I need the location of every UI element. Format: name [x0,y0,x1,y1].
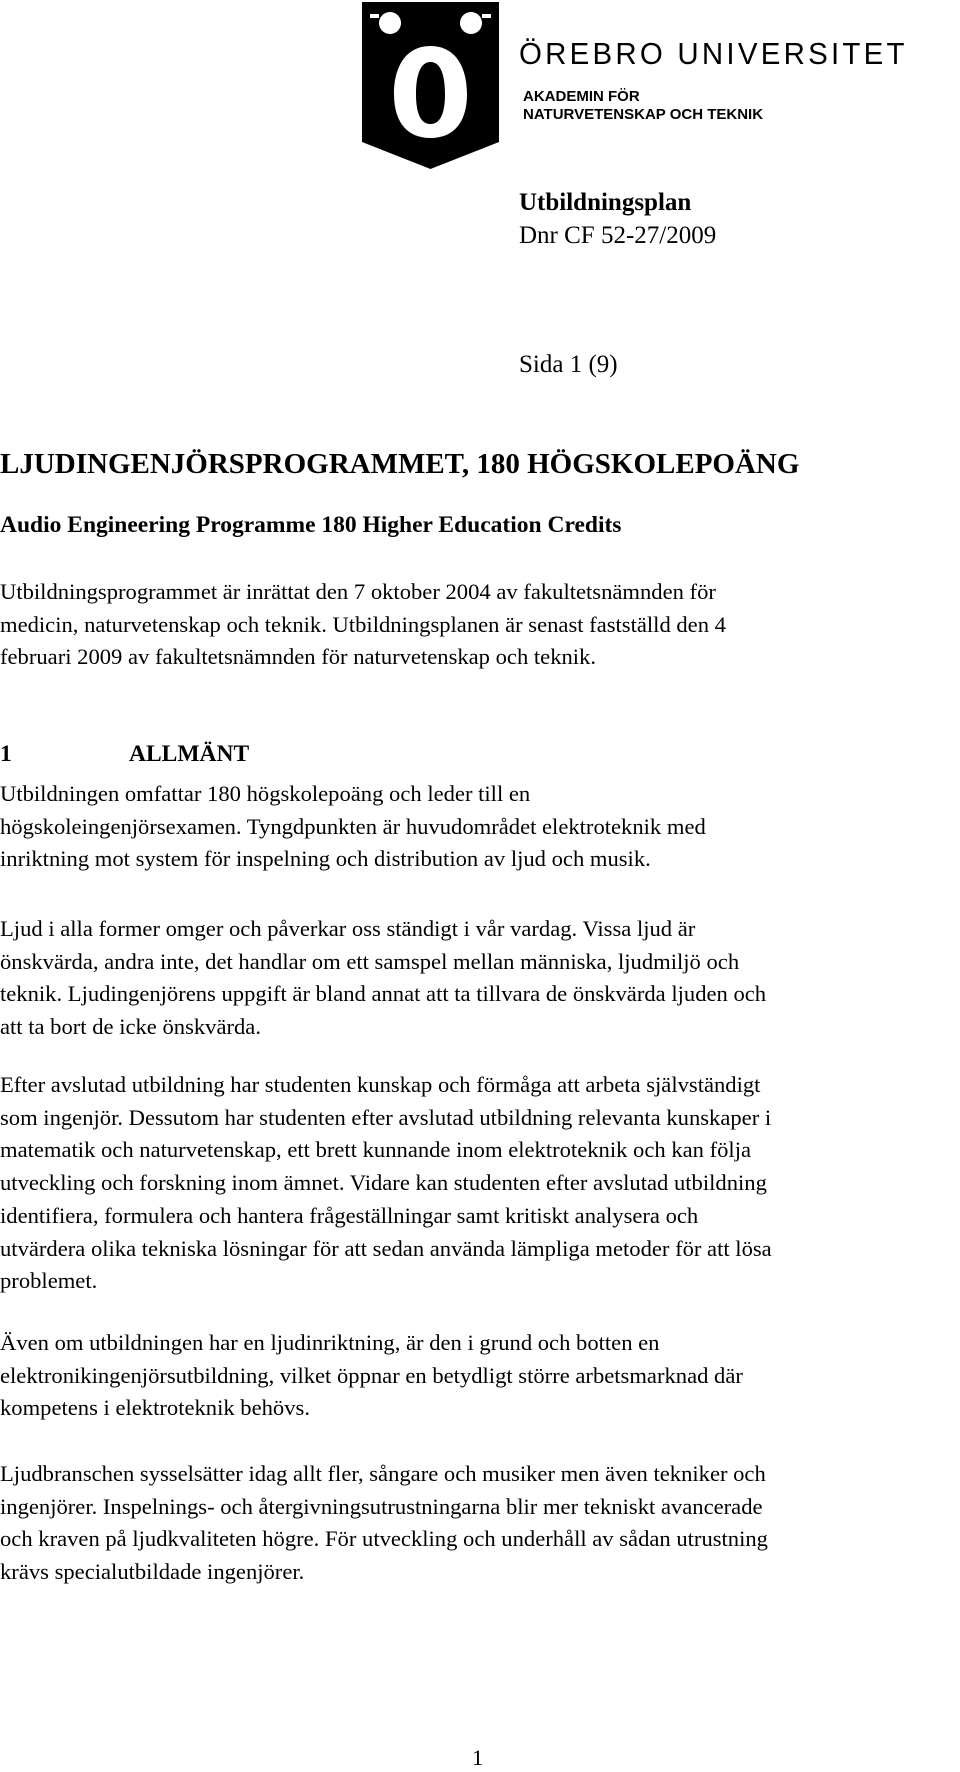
text-line: utveckling och forskning inom ämnet. Vidare kan studenten efter avslutad utbildning [0,1170,767,1196]
text-line: önskvärda, andra inte, det handlar om ett samspel mellan människa, ljudmiljö och [0,948,740,974]
section-paragraph [0,913,958,1044]
text-line: medicin, naturvetenskap och teknik. Utbildningsplanen är senast fastställd den 4 [0,611,726,637]
faculty-line: NATURVETENSKAP OCH TEKNIK [523,106,764,123]
programme-title: LJUDINGENJÖRSPROGRAMMET, 180 HÖGSKOLEPOÄNG [0,448,800,480]
section-paragraph [0,1327,958,1425]
text-line: Ljudbranschen sysselsätter idag allt fler, sångare och musiker men även tekniker och [0,1461,766,1486]
programme-title-english: Audio Engineering Programme 180 Higher Education Credits [0,512,622,538]
text-line: Utbildningen omfattar 180 högskolepoäng och leder till en [0,781,531,806]
text-line: som ingenjör. Dessutom har studenten efter avslutad utbildning relevanta kunskaper i [0,1104,772,1130]
text-line: ingenjörer. Inspelnings- och återgivningsutrustningarna blir mer tekniskt avancerade [0,1493,763,1519]
section-paragraph [0,1458,958,1589]
text-line: Efter avslutad utbildning har studenten kunskap och förmåga att arbeta självständigt [0,1072,761,1097]
intro-paragraph [0,576,958,674]
text-line: att ta bort de icke önskvärda. [0,1014,261,1040]
text-line: utvärdera olika tekniska lösningar för att sedan använda lämpliga metoder för att lösa [0,1235,772,1261]
text-line: Även om utbildningen har en ljudinriktning, är den i grund och botten en [0,1330,660,1355]
text-line: krävs specialutbildade ingenjörer. [0,1559,305,1585]
text-line: kompetens i elektroteknik behövs. [0,1395,310,1421]
faculty-line: AKADEMIN FÖR [523,88,640,105]
section-paragraph [0,778,958,876]
text-line: februari 2009 av fakultetsnämnden för naturvetenskap och teknik. [0,644,597,670]
page-reference: Sida 1 (9) [519,351,618,378]
page-number: 1 [472,1745,484,1770]
text-line: inriktning mot system för inspelning och distribution av ljud och musik. [0,846,651,872]
text-line: teknik. Ljudingenjörens uppgift är bland annat att ta tillvara de önskvärda ljuden och [0,981,767,1007]
section-paragraph [0,1069,958,1298]
text-line: problemet. [0,1268,98,1294]
text-line: och kraven på ljudkvaliteten högre. För utveckling och underhåll av sådan utrustning [0,1526,768,1552]
document-type-title: Utbildningsplan [519,189,692,216]
section-number: 1 [0,741,12,767]
orebro-university-crest-icon [362,2,499,169]
faculty-name [523,88,763,124]
text-line: elektronikingenjörsutbildning, vilket öppnar en betydligt större arbetsmarknad där [0,1362,743,1388]
text-line: identifiera, formulera och hantera frågeställningar samt kritiskt analysera och [0,1202,699,1228]
text-line: matematik och naturvetenskap, ett brett kunnande inom elektroteknik och kan följa [0,1137,751,1163]
text-line: Ljud i alla former omger och påverkar oss ständigt i vår vardag. Vissa ljud är [0,916,696,941]
section-title: ALLMÄNT [129,741,250,767]
registration-number: Dnr CF 52-27/2009 [519,222,717,249]
text-line: Utbildningsprogrammet är inrättat den 7 oktober 2004 av fakultetsnämnden för [0,579,716,604]
university-name: ÖREBRO UNIVERSITET [519,36,908,71]
text-line: högskoleingenjörsexamen. Tyngdpunkten är huvudområdet elektroteknik med [0,813,706,839]
